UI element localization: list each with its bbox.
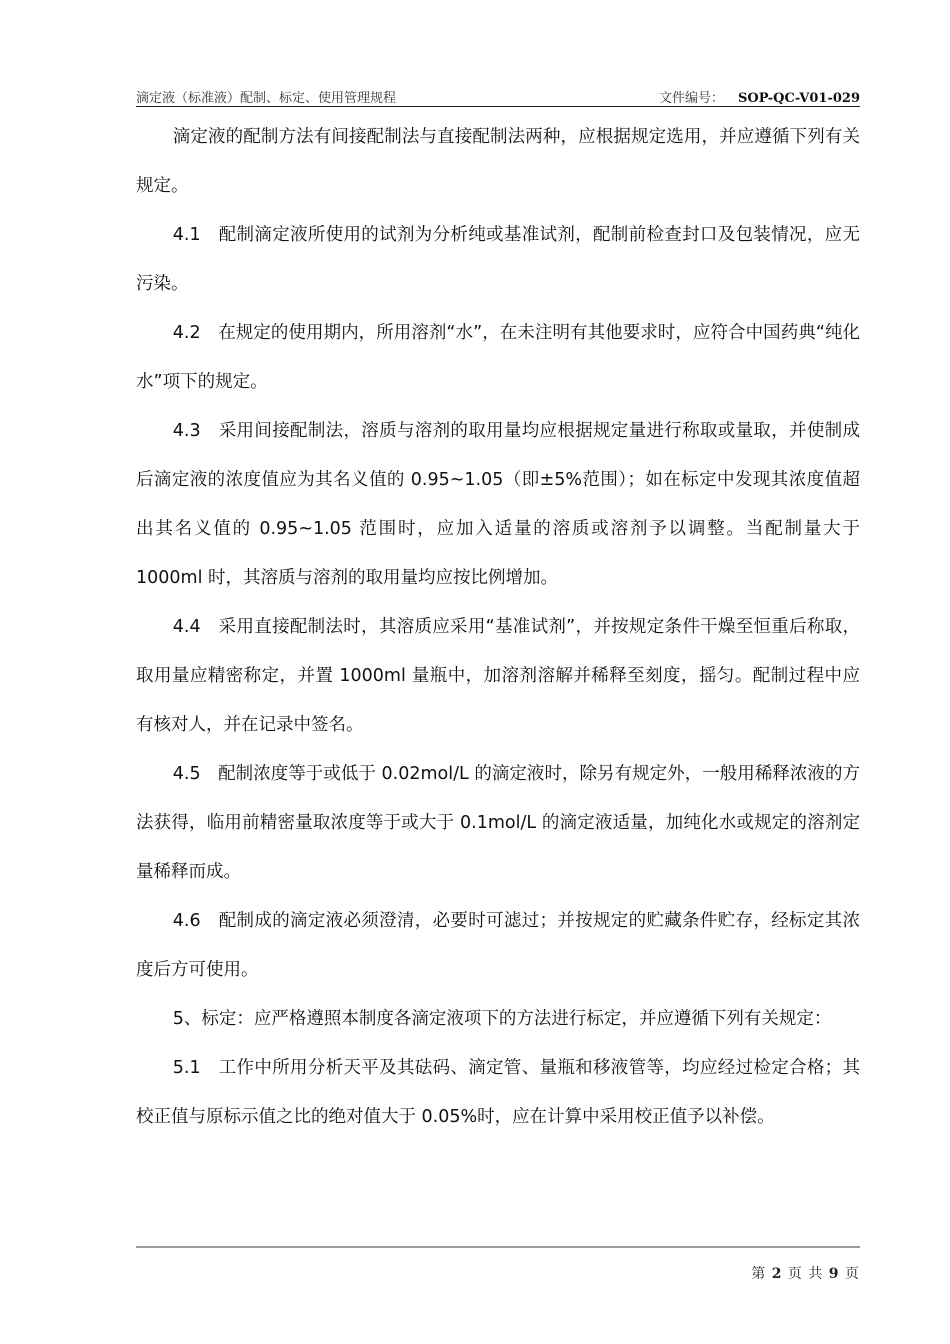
paragraph-4-6: 4.6 配制成的滴定液必须澄清，必要时可滤过；并按规定的贮藏条件贮存，经标定其浓度后方可使用。 — [136, 911, 860, 980]
document-number — [659, 87, 860, 106]
page-number — [751, 1263, 860, 1283]
paragraph-5-1: 5.1 工作中所用分析天平及其砝码、滴定管、量瓶和移液管等，均应经过检定合格；其校正值与原标示值之比的绝对值大于 0.05%时，应在计算中采用校正值予以补偿。 — [136, 1058, 860, 1127]
document-number-label: 文件编号： — [658, 91, 724, 106]
page-number-prefix: 第 — [751, 1266, 767, 1282]
current-page: 2 — [771, 1266, 783, 1282]
paragraph-4-2: 4.2 在规定的使用期内，所用溶剂“水”，在未注明有其他要求时，应符合中国药典“纯化水”项下的规定。 — [136, 323, 860, 392]
page-number-suffix: 页 — [845, 1266, 860, 1282]
document-title: 滴定液（标准液）配制、标定、使用管理规程 — [136, 91, 397, 106]
paragraph-5: 5、标定：应严格遵照本制度各滴定液项下的方法进行标定，并应遵循下列有关规定： — [172, 1009, 832, 1029]
paragraph-4-1: 4.1 配制滴定液所使用的试剂为分析纯或基准试剂，配制前检查封口及包装情况，应无污染。 — [136, 225, 860, 294]
document-number-value: SOP-QC-V01-029 — [737, 91, 860, 106]
paragraph-4-3: 4.3 采用间接配制法，溶质与溶剂的取用量均应根据规定量进行称取或量取，并使制成后滴定液的浓度值应为其名义值的 0.95~1.05（即±5%范围）；如在标定中发现其浓度值超出其名义值的 0.95~1.05 范围时，应加入适量的溶质或溶剂予以调整。当配制量大于 1000ml 时，其溶质与溶剂的取用量均应按比例增加。 — [136, 421, 860, 588]
paragraph-4-4: 4.4 采用直接配制法时，其溶质应采用“基准试剂”，并按规定条件干燥至恒重后称取，取用量应精密称定，并置 1000ml 量瓶中，加溶剂溶解并稀释至刻度，摇匀。配制过程中应有核对人，并在记录中签名。 — [136, 617, 860, 735]
total-pages: 9 — [828, 1266, 840, 1282]
paragraph-4-5: 4.5 配制浓度等于或低于 0.02mol/L 的滴定液时，除另有规定外，一般用稀释浓液的方法获得，临用前精密量取浓度等于或大于 0.1mol/L 的滴定液适量，加纯化水或规定的溶剂定量稀释而成。 — [136, 764, 860, 882]
paragraph-intro: 滴定液的配制方法有间接配制法与直接配制法两种，应根据规定选用，并应遵循下列有关规定。 — [136, 127, 860, 196]
footer-divider — [136, 1246, 860, 1248]
page-header — [136, 86, 860, 107]
document-body — [136, 113, 860, 1142]
page-number-middle: 页 共 — [787, 1266, 824, 1282]
